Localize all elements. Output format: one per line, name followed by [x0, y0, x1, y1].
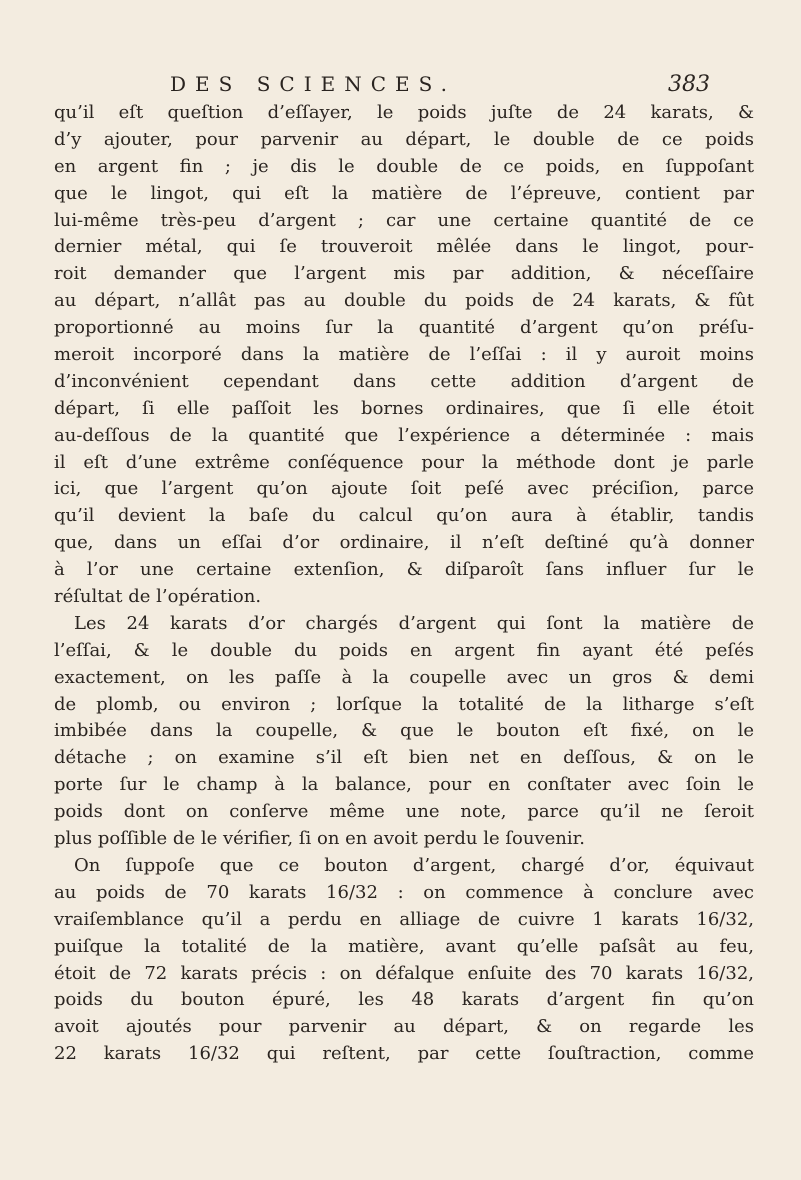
text-line: exactement, on les paſſe à la coupelle avec un gros & demi [54, 666, 754, 688]
text-line: réſultat de l’opération. [54, 586, 262, 608]
text-line: proportionné au moins ſur la quantité d’argent qu’on préſu- [54, 317, 754, 339]
text-line: à l’or une certaine extenſion, & diſparoît ſans influer ſur le [54, 559, 754, 581]
text-line: poids du bouton épuré, les 48 karats d’argent fin qu’on [54, 989, 754, 1011]
text-line: au-deſſous de la quantité que l’expérience a déterminée : mais [54, 424, 754, 446]
text-line: que, dans un eſſai d’or ordinaire, il n’eſt deſtiné qu’à donner [54, 532, 754, 554]
running-head-title: DES SCIENCES. [170, 72, 456, 96]
text-line: d’inconvénient cependant dans cette addition d’argent de [54, 370, 754, 392]
text-line: 22 karats 16/32 qui reſtent, par cette ſouſtraction, comme [54, 1043, 754, 1065]
text-line: qu’il eſt queſtion d’eſſayer, le poids juſte de 24 karats, & [54, 102, 754, 123]
text-line: vraiſemblance qu’il a perdu en alliage de cuivre 1 karats 16/32, [54, 908, 754, 930]
text-line: lui-même très-peu d’argent ; car une certaine quantité de ce [54, 209, 754, 231]
text-line: d’y ajouter, pour parvenir au départ, le double de ce poids [54, 128, 754, 150]
text-line: détache ; on examine s’il eſt bien net en deſſous, & on le [54, 747, 754, 769]
text-line: en argent fin ; je dis le double de ce poids, en ſuppoſant [54, 155, 754, 177]
text-line: Les 24 karats d’or chargés d’argent qui ſont la matière de [74, 612, 754, 634]
text-line: il eſt d’une extrême conſéquence pour la méthode dont je parle [54, 451, 754, 473]
text-line: porte ſur le champ à la balance, pour en conſtater avec ſoin le [54, 774, 754, 796]
text-line: étoit de 72 karats précis : on défalque enſuite des 70 karats 16/32, [54, 962, 754, 984]
text-line: ici, que l’argent qu’on ajoute ſoit peſé avec préciſion, parce [54, 478, 754, 500]
text-line: puiſque la totalité de la matière, avant qu’elle paſsât au feu, [54, 935, 754, 957]
text-line: imbibée dans la coupelle, & que le bouton eſt fixé, on le [54, 720, 754, 742]
body-text [54, 100, 754, 1068]
text-line: plus poſſible de le vérifier, ſi on en avoit perdu le ſouvenir. [54, 828, 585, 850]
paragraph-2 [54, 611, 754, 853]
page-number: 383 [668, 72, 710, 97]
text-line: départ, ſi elle paſſoit les bornes ordinaires, que ſi elle étoit [54, 397, 754, 419]
running-head [170, 72, 710, 102]
text-line: qu’il devient la baſe du calcul qu’on aura à établir, tandis [54, 505, 754, 527]
text-line: avoit ajoutés pour parvenir au départ, & on regarde les [54, 1016, 754, 1038]
text-line: l’eſſai, & le double du poids en argent fin ayant été peſés [54, 639, 754, 661]
text-line: de plomb, ou environ ; lorſque la totalité de la litharge s’eſt [54, 693, 754, 715]
paragraph-1 [54, 100, 754, 611]
text-line: au poids de 70 karats 16/32 : on commence à conclure avec [54, 881, 754, 903]
text-line: au départ, n’allât pas au double du poids de 24 karats, & fût [54, 290, 754, 312]
text-line: On ſuppoſe que ce bouton d’argent, chargé d’or, équivaut [74, 854, 754, 876]
paragraph-3 [54, 853, 754, 1068]
text-line: dernier métal, qui ſe trouveroit mêlée dans le lingot, pour- [54, 236, 754, 258]
text-line: meroit incorporé dans la matière de l’eſſai : il y auroit moins [54, 344, 754, 366]
text-line: roit demander que l’argent mis par addition, & néceſſaire [54, 263, 754, 285]
text-line: que le lingot, qui eſt la matière de l’épreuve, contient par [54, 182, 754, 204]
text-line: poids dont on conſerve même une note, parce qu’il ne ſeroit [54, 801, 754, 823]
